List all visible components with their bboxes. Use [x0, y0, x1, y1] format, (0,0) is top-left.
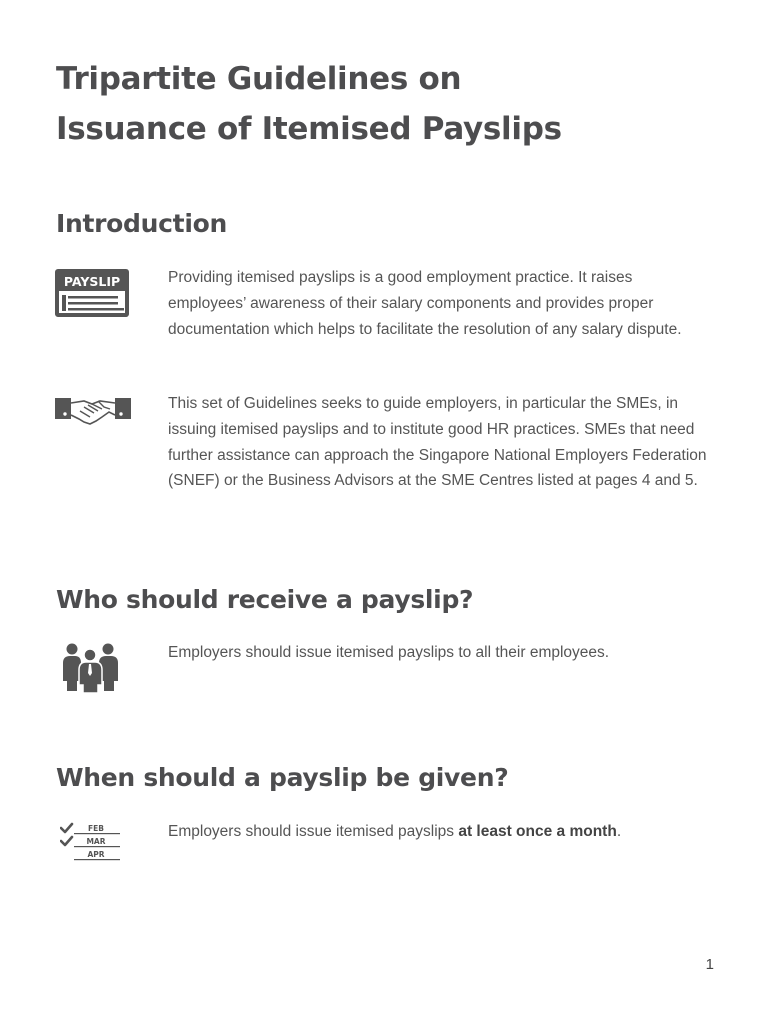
introduction-paragraph-2: This set of Guidelines seeks to guide employers, in particular the SMEs, in issuing itemised payslips and to institute good HR practices. SMEs that need further assistance can approach the Singapore National Employers Federation (SNEF) or the Business Advisors at the SME Centres listed at pages 4 and 5. [168, 395, 707, 490]
payslip-icon [54, 268, 130, 322]
when-paragraph-emphasis: at least once a month [458, 823, 617, 840]
document-title [56, 54, 562, 154]
when-paragraph-suffix: . [616, 823, 622, 840]
month-apr: APR [87, 850, 105, 859]
employees-group-icon [62, 643, 120, 697]
when-paragraph [168, 819, 713, 845]
title-line-1: Tripartite Guidelines on [56, 61, 462, 97]
calendar-months-icon [60, 822, 122, 868]
when-heading: When should a payslip be given? [56, 763, 509, 792]
who-heading: Who should receive a payslip? [56, 585, 474, 614]
who-paragraph: Employers should issue itemised payslips to all their employees. [168, 644, 610, 661]
handshake-icon [54, 395, 132, 431]
when-paragraph-prefix: Employers should issue itemised payslips [168, 823, 459, 840]
page-number: 1 [705, 956, 714, 973]
introduction-paragraph-1: Providing itemised payslips is a good employment practice. It raises employees’ awareness of their salary components and provides proper documentation which helps to facilitate the resolution of any salary dispute. [168, 269, 682, 338]
month-feb: FEB [88, 824, 104, 833]
title-line-2: Issuance of Itemised Payslips [56, 111, 562, 147]
payslip-icon-label: PAYSLIP [63, 274, 121, 289]
month-mar: MAR [86, 837, 106, 846]
introduction-heading: Introduction [56, 209, 227, 238]
